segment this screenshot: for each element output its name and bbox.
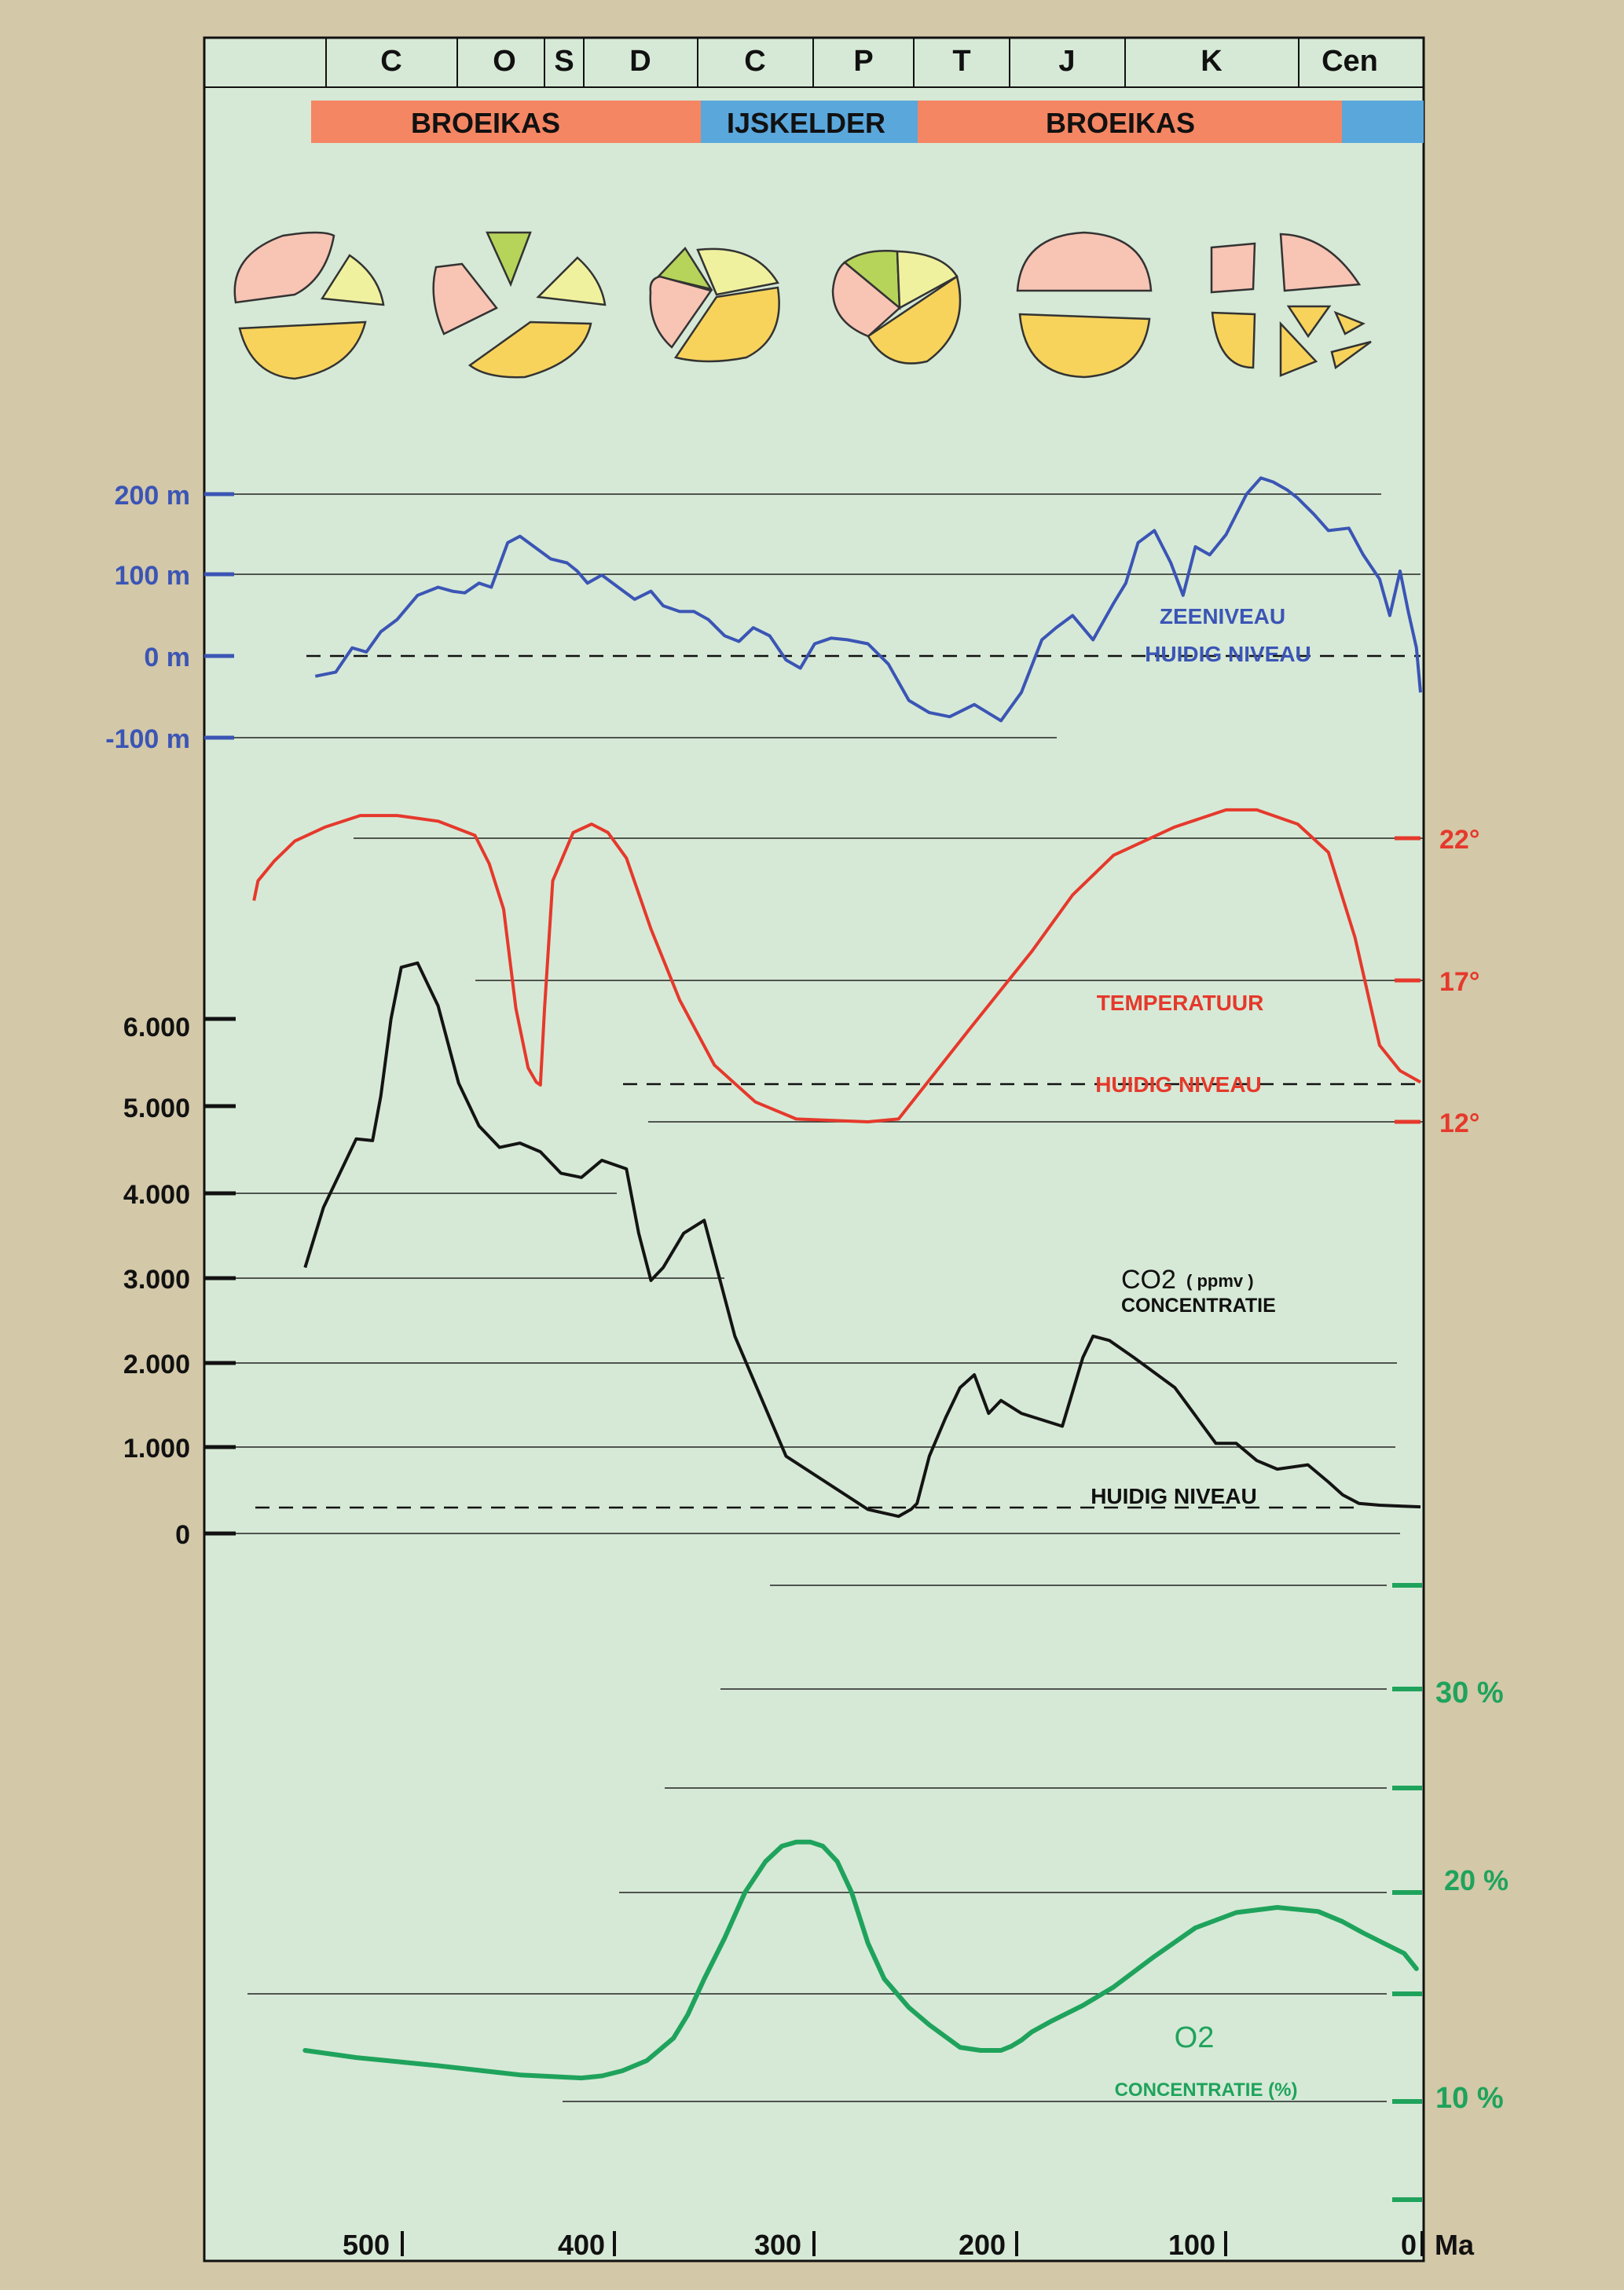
o2-tick-label: 10 % xyxy=(1435,2082,1504,2115)
time-tick-label: 500 xyxy=(342,2229,390,2261)
temperature-tick-label: 22° xyxy=(1439,825,1480,855)
period-cretaceous: K xyxy=(1201,45,1223,78)
co2-tick-label: 2.000 xyxy=(123,1350,190,1379)
co2-tick-label: 4.000 xyxy=(123,1180,190,1210)
sea-level-tick-label: -100 m xyxy=(105,724,190,754)
chart-panel xyxy=(204,38,1424,2261)
sea-level-reference-label: HUIDIG NIVEAU xyxy=(1145,642,1311,666)
period-carboniferous: C xyxy=(744,45,766,78)
time-tick-label: 300 xyxy=(753,2229,802,2261)
co2-unit-label: ( ppmv ) xyxy=(1186,1271,1254,1291)
time-axis-unit: Ma xyxy=(1435,2229,1475,2261)
climate-bands xyxy=(311,101,1424,143)
temperature-tick-label: 12° xyxy=(1439,1108,1480,1138)
o2-tick-label: 20 % xyxy=(1444,1864,1509,1896)
greenhouse-label-1: BROEIKAS xyxy=(410,107,561,139)
o2-sublabel: CONCENTRATIE (%) xyxy=(1114,2079,1298,2101)
co2-tick-label: 1.000 xyxy=(123,1434,190,1464)
period-cambrian: C xyxy=(380,45,402,78)
co2-tick-label: 6.000 xyxy=(123,1013,190,1042)
o2-tick-label: 30 % xyxy=(1435,1676,1504,1709)
sea-level-tick-label: 200 m xyxy=(114,481,190,511)
co2-reference-label: HUIDIG NIVEAU xyxy=(1091,1484,1257,1508)
period-cenozoic: Cen xyxy=(1322,45,1378,78)
o2-label: O2 xyxy=(1174,2021,1215,2054)
co2-label: CO2 xyxy=(1121,1265,1176,1295)
temperature-reference-label: HUIDIG NIVEAU xyxy=(1095,1072,1262,1097)
greenhouse-label-2: BROEIKAS xyxy=(1045,107,1196,139)
co2-tick-label: 5.000 xyxy=(123,1094,190,1123)
continent-map-devonian xyxy=(651,248,779,361)
time-tick-label: 0 xyxy=(1400,2229,1417,2261)
time-tick-label: 400 xyxy=(557,2229,606,2261)
co2-sublabel: CONCENTRATIE xyxy=(1121,1295,1276,1317)
co2-tick-label: 0 xyxy=(175,1520,190,1550)
icehouse-label: IJSKELDER xyxy=(726,107,886,139)
temperature-tick-label: 17° xyxy=(1439,967,1480,997)
sea-level-tick-label: 100 m xyxy=(114,561,190,591)
landmass xyxy=(1212,244,1255,292)
sea-level-label: ZEENIVEAU xyxy=(1159,604,1286,628)
period-silurian: S xyxy=(554,45,574,78)
period-permian: P xyxy=(853,45,874,78)
temperature-label: TEMPERATUUR xyxy=(1096,991,1264,1015)
time-tick-label: 100 xyxy=(1168,2229,1216,2261)
time-tick-label: 200 xyxy=(958,2229,1006,2261)
sea-level-tick-label: 0 m xyxy=(144,643,190,672)
icehouse-band-2 xyxy=(1342,101,1424,143)
co2-tick-label: 3.000 xyxy=(123,1265,190,1295)
period-ordovician: O xyxy=(493,45,516,78)
period-triassic: T xyxy=(952,45,971,78)
period-devonian: D xyxy=(629,45,651,78)
period-jurassic: J xyxy=(1058,45,1076,78)
